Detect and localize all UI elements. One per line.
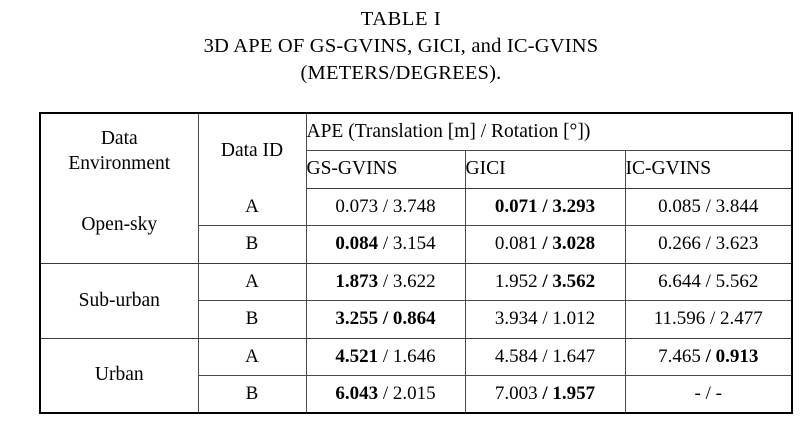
cell-gs-gvins [306, 376, 465, 414]
rotation-value: 3.562 [552, 270, 596, 292]
cell-ic-gvins [625, 338, 792, 376]
value-separator: / [382, 233, 389, 255]
table-row [40, 263, 792, 301]
rotation-value: 1.957 [552, 383, 596, 404]
cell-gs-gvins [306, 338, 465, 376]
translation-value: 3.934 [494, 308, 538, 330]
header-data-environment-line2: Environment [68, 153, 171, 174]
translation-value: 4.584 [494, 345, 538, 367]
rotation-value: 3.028 [552, 233, 596, 255]
value-separator: / [710, 308, 716, 330]
translation-value: 7.465 [658, 345, 701, 367]
translation-value: - [694, 383, 701, 404]
cell-ic-gvins [625, 188, 792, 226]
cell-data-id: A [198, 188, 306, 226]
rotation-value: 2.015 [392, 383, 436, 404]
value-separator: / [542, 233, 548, 255]
cell-ic-gvins [625, 376, 792, 414]
translation-value: 0.084 [335, 233, 379, 255]
rotation-value: - [715, 383, 722, 404]
ape-table-container [39, 112, 791, 414]
value-separator: / [542, 270, 548, 292]
table-body [40, 113, 792, 413]
rotation-value: 3.154 [392, 233, 436, 255]
translation-value: 0.266 [658, 233, 701, 255]
cell-ic-gvins [625, 301, 792, 339]
table-row [40, 188, 792, 226]
translation-value: 11.596 [653, 308, 706, 330]
table-caption [0, 6, 802, 87]
cell-data-id: B [198, 226, 306, 264]
value-separator: / [542, 308, 548, 330]
cell-environment: Open-sky [40, 188, 198, 263]
rotation-value: 5.562 [715, 270, 759, 292]
rotation-value: 1.012 [552, 308, 596, 330]
cell-gici [465, 376, 625, 414]
value-separator: / [382, 308, 389, 330]
caption-line-table-number: TABLE I [360, 8, 442, 30]
cell-data-id: B [198, 376, 306, 414]
header-data-environment [40, 113, 198, 188]
translation-value: 3.255 [335, 308, 379, 330]
cell-gs-gvins [306, 226, 465, 264]
header-method-gici: GICI [465, 151, 625, 189]
translation-value: 1.952 [494, 270, 538, 292]
cell-gici [465, 338, 625, 376]
value-separator: / [705, 233, 711, 255]
rotation-value: 3.622 [392, 270, 436, 292]
translation-value: 0.085 [658, 195, 701, 217]
cell-environment: Urban [40, 338, 198, 413]
translation-value: 0.081 [494, 233, 538, 255]
cell-data-id: A [198, 338, 306, 376]
cell-gici [465, 188, 625, 226]
cell-ic-gvins [625, 263, 792, 301]
header-method-ic-gvins: IC-GVINS [625, 151, 792, 189]
header-data-id: Data ID [198, 113, 306, 188]
cell-gici [465, 301, 625, 339]
value-separator: / [382, 270, 389, 292]
header-data-environment-line1: Data [100, 128, 138, 149]
translation-value: 4.521 [335, 345, 379, 367]
rotation-value: 3.293 [552, 195, 596, 217]
table-row [40, 338, 792, 376]
value-separator: / [542, 383, 548, 404]
cell-data-id: B [198, 301, 306, 339]
cell-environment: Sub-urban [40, 263, 198, 338]
ape-results-table [39, 112, 793, 414]
caption-line-units: (METERS/DEGREES). [300, 62, 502, 84]
rotation-value: 1.646 [392, 345, 436, 367]
value-separator: / [705, 383, 711, 404]
value-separator: / [542, 195, 548, 217]
table-header-row-primary [40, 113, 792, 151]
rotation-value: 2.477 [720, 308, 763, 330]
value-separator: / [705, 195, 711, 217]
cell-gs-gvins [306, 188, 465, 226]
value-separator: / [382, 195, 389, 217]
value-separator: / [542, 345, 548, 367]
value-separator: / [382, 345, 389, 367]
cell-data-id: A [198, 263, 306, 301]
translation-value: 1.873 [335, 270, 379, 292]
cell-gici [465, 263, 625, 301]
translation-value: 0.071 [494, 195, 538, 217]
translation-value: 0.073 [335, 195, 379, 217]
header-ape-group: APE (Translation [m] / Rotation [°]) [306, 113, 792, 151]
rotation-value: 3.748 [392, 195, 436, 217]
rotation-value: 3.844 [715, 195, 759, 217]
rotation-value: 0.864 [392, 308, 436, 330]
value-separator: / [382, 383, 389, 404]
rotation-value: 0.913 [715, 345, 759, 367]
translation-value: 6.644 [658, 270, 701, 292]
rotation-value: 1.647 [552, 345, 596, 367]
cell-gici [465, 226, 625, 264]
translation-value: 7.003 [494, 383, 538, 404]
translation-value: 6.043 [335, 383, 379, 404]
rotation-value: 3.623 [715, 233, 759, 255]
value-separator: / [705, 270, 711, 292]
header-method-gs-gvins: GS-GVINS [306, 151, 465, 189]
caption-line-title: 3D APE OF GS-GVINS, GICI, and IC-GVINS [203, 35, 599, 57]
cell-gs-gvins [306, 301, 465, 339]
cell-gs-gvins [306, 263, 465, 301]
value-separator: / [705, 345, 711, 367]
cell-ic-gvins [625, 226, 792, 264]
